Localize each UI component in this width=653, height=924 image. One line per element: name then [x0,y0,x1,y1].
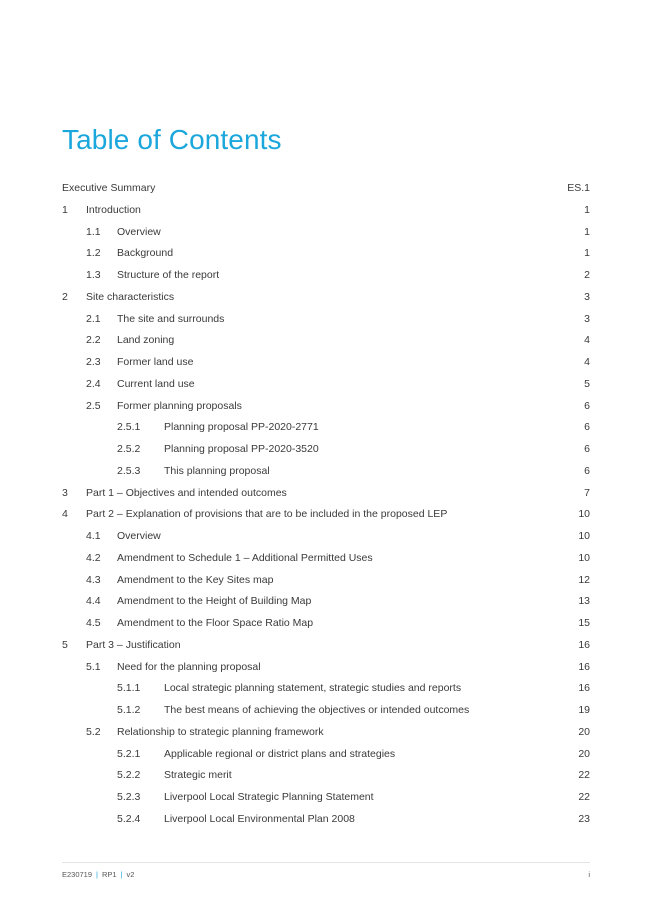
footer-report: RP1 [101,870,117,879]
toc-entry-page: 1 [584,247,590,260]
toc-entry-number: 2.5.3 [117,464,141,477]
toc-entry-number: 4.3 [86,573,101,586]
toc-entry-number: 2.4 [86,377,101,390]
toc-entry-page: 13 [578,595,590,608]
footer-separator: | [120,870,123,879]
toc-entry-title: Land zoning [117,334,175,347]
toc-entry-number: 2.2 [86,334,101,347]
toc-entry-title: Part 1 – Objectives and intended outcomes [86,486,287,499]
toc-entry-title: Overview [117,530,161,542]
toc-entry-number: 5.1.1 [117,682,141,695]
footer-divider [62,862,590,863]
toc-entry-number: 2.5 [86,399,101,412]
toc-entry-title: Introduction [86,203,141,216]
toc-entry[interactable] [62,243,590,265]
toc-entry-page: 10 [578,551,590,564]
toc-entry-page: 22 [578,769,590,782]
toc-entry-number: 2.1 [86,312,101,325]
toc-entry-title: Site characteristics [86,290,175,303]
toc-entry[interactable] [62,809,590,831]
toc-entry-title: Planning proposal PP-2020-2771 [164,421,319,434]
toc-entry-title: Overview [117,225,161,238]
toc-entry-number: 2.3 [86,356,101,368]
toc-entry-page: 4 [584,356,590,368]
toc-entry-page: 12 [578,573,590,586]
toc-entry-page: 15 [578,617,590,629]
toc-entry-number: 5.1 [86,660,101,673]
toc-entry[interactable] [62,700,590,722]
toc-entry-page: ES.1 [567,182,590,194]
toc-entry[interactable] [62,222,590,244]
toc-entry-title: Amendment to the Height of Building Map [117,595,312,608]
toc-entry-title: Part 2 – Explanation of provisions that are to be included in the proposed LEP [86,508,448,521]
toc-entry-number: 5.2.3 [117,791,141,803]
footer-page-number: i [588,870,590,879]
toc-entry-page: 6 [584,399,590,412]
toc-entry-page: 1 [584,225,590,238]
toc-entry-number: 5.2.1 [117,747,141,760]
toc-entry-page: 16 [578,682,590,695]
toc-entry-title: Executive Summary [62,182,156,194]
toc-entry[interactable] [62,287,590,309]
toc-entry-title: Amendment to the Key Sites map [117,573,274,586]
toc-entry-page: 23 [578,812,590,825]
toc-entry-page: 3 [584,290,590,303]
toc-entry-number: 5.1.2 [117,704,141,716]
toc-entry-title: Structure of the report [117,269,220,281]
toc-entry-title: Local strategic planning statement, strategic studies and reports [164,682,462,695]
toc-entry-number: 2.5.1 [117,421,141,434]
toc-entry[interactable] [62,439,590,461]
table-of-contents [62,178,590,831]
toc-entry[interactable] [62,635,590,657]
toc-entry-title: The site and surrounds [117,312,225,325]
toc-entry[interactable] [62,461,590,483]
toc-entry-number: 1.3 [86,269,101,281]
toc-entry-title: Need for the planning proposal [117,660,261,673]
page-title: Table of Contents [62,124,282,155]
toc-entry[interactable] [62,374,590,396]
page-footer [62,870,590,879]
toc-entry-title: Relationship to strategic planning framework [117,725,324,738]
toc-entry[interactable] [62,200,590,222]
toc-entry[interactable] [62,744,590,766]
toc-entry-page: 6 [584,464,590,477]
toc-entry-title: Applicable regional or district plans and strategies [164,747,396,760]
toc-entry-number: 5.2 [86,725,101,738]
toc-entry[interactable] [62,526,590,548]
toc-entry-title: Liverpool Local Environmental Plan 2008 [164,812,355,825]
toc-entry-title: Former planning proposals [117,399,242,412]
toc-entry-number: 2 [62,290,68,303]
toc-entry-page: 22 [578,791,590,803]
toc-entry-page: 19 [578,704,590,716]
toc-entry[interactable] [62,548,590,570]
toc-entry-page: 2 [584,269,590,281]
toc-entry-page: 20 [578,747,590,760]
toc-entry-number: 3 [62,486,68,499]
toc-entry-number: 1.1 [86,225,101,238]
toc-entry[interactable] [62,396,590,418]
toc-entry-title: Liverpool Local Strategic Planning Statement [164,791,374,803]
toc-entry-page: 6 [584,421,590,434]
toc-entry[interactable] [62,613,590,635]
toc-entry[interactable] [62,178,590,200]
toc-entry-title: This planning proposal [164,464,270,477]
toc-entry-title: Former land use [117,356,194,368]
toc-entry-page: 20 [578,725,590,738]
toc-entry[interactable] [62,483,590,505]
toc-entry[interactable] [62,504,590,526]
toc-entry-title: Current land use [117,377,195,390]
toc-entry-page: 10 [578,508,590,521]
toc-entry-page: 1 [584,203,590,216]
toc-entry-number: 4.5 [86,617,101,629]
toc-entry-number: 5.2.4 [117,812,141,825]
toc-entry-page: 16 [578,638,590,651]
toc-entry[interactable] [62,417,590,439]
toc-entry-page: 16 [578,660,590,673]
toc-entry[interactable] [62,787,590,809]
toc-entry-title: Part 3 – Justification [86,638,181,651]
toc-entry-page: 10 [578,530,590,542]
toc-entry[interactable] [62,591,590,613]
toc-entry-page: 5 [584,377,590,390]
toc-entry[interactable] [62,352,590,374]
toc-entry-title: The best means of achieving the objectives or intended outcomes [164,704,470,716]
toc-entry[interactable] [62,330,590,352]
toc-entry-page: 7 [584,486,590,499]
footer-separator: | [96,870,98,879]
toc-entry-title: Amendment to the Floor Space Ratio Map [117,617,314,629]
toc-entry-title: Background [117,247,174,260]
toc-entry[interactable] [62,265,590,287]
toc-entry[interactable] [62,765,590,787]
toc-entry-number: 4.2 [86,551,101,564]
toc-entry-title: Amendment to Schedule 1 – Additional Permitted Uses [117,551,373,564]
toc-entry[interactable] [62,570,590,592]
footer-version: v2 [126,870,135,879]
toc-entry[interactable] [62,657,590,679]
toc-entry-number: 5 [62,638,68,651]
toc-entry-number: 1 [62,203,68,216]
toc-entry-page: 4 [584,334,590,347]
toc-entry-page: 6 [584,443,590,455]
toc-entry-number: 5.2.2 [117,769,141,782]
toc-entry-page: 3 [584,312,590,325]
footer-doc-id: E230719 [62,870,93,879]
toc-entry-number: 4.4 [86,595,101,608]
toc-entry-number: 4.1 [86,530,101,542]
toc-entry[interactable] [62,678,590,700]
toc-entry-number: 4 [62,508,68,521]
toc-entry-title: Strategic merit [164,769,232,782]
toc-entry-number: 1.2 [86,247,101,260]
toc-entry[interactable] [62,722,590,744]
toc-entry[interactable] [62,309,590,331]
toc-entry-title: Planning proposal PP-2020-3520 [164,443,319,455]
toc-entry-number: 2.5.2 [117,443,141,455]
